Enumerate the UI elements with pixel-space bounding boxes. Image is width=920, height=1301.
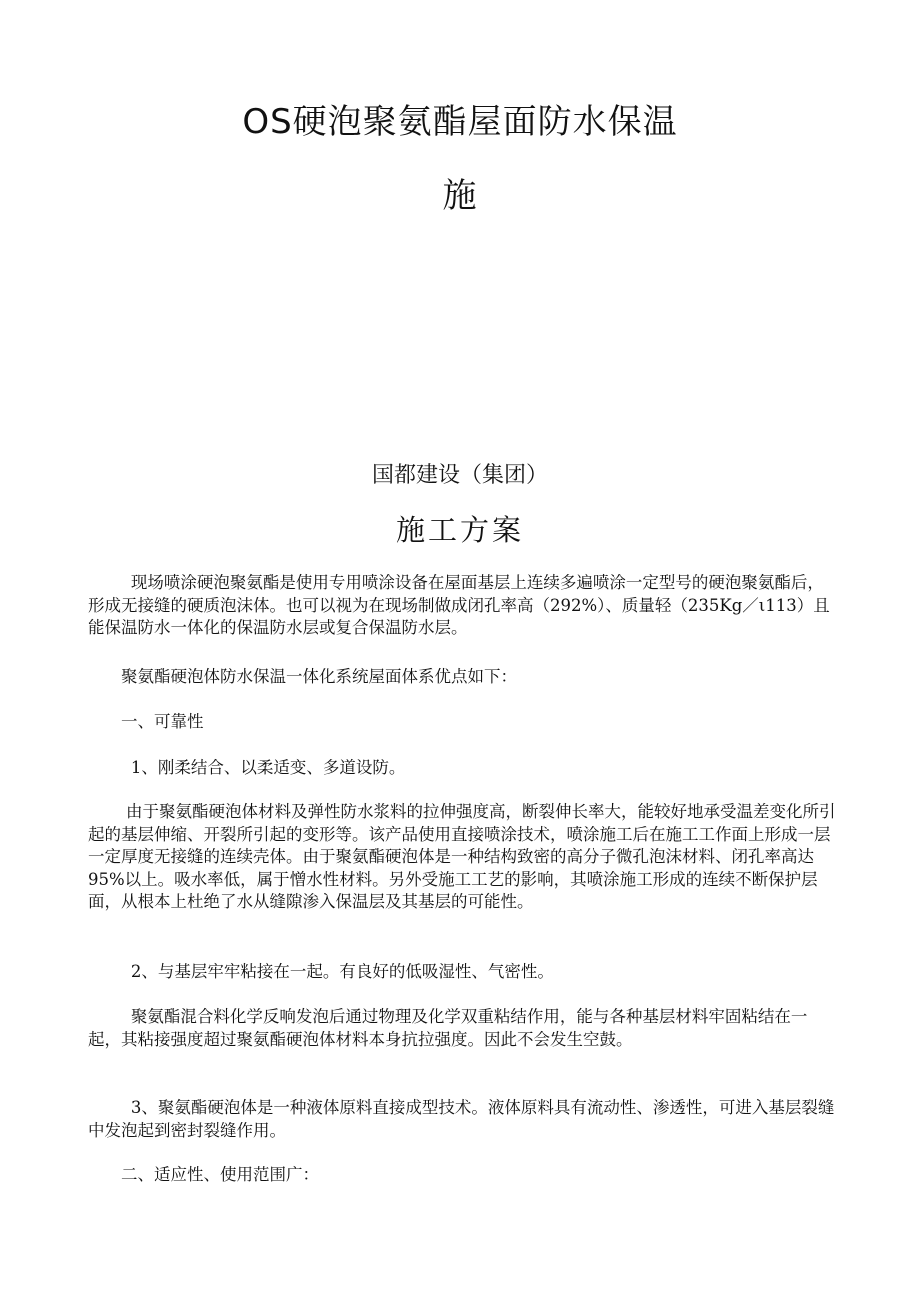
section-two-heading: 二、适应性、使用范围广：: [121, 1165, 319, 1184]
document-title-line-2: 施: [442, 176, 478, 216]
section-one-heading: 一、可靠性: [121, 712, 204, 731]
advantages-intro: 聚氨酯硬泡体防水保温一体化系统屋面体系优点如下：: [121, 667, 517, 686]
item-three-body: 3、聚氨酯硬泡体是一种液体原料直接成型技术。液体原料具有流动性、渗透性，可进入基层裂缝中发泡起到密封裂缝作用。: [88, 1098, 835, 1140]
intro-paragraph: 现场喷涂硬泡聚氨酯是使用专用喷涂设备在屋面基层上连续多遍喷涂一定型号的硬泡聚氨酯后，形成无接缝的硬质泡沫体。也可以视为在现场制做成闭孔率高（292%）、质量轻（235Kg／ι113）且能保温防水一体化的保温防水层或复合保温防水层。: [88, 573, 830, 637]
item-one-heading: 1、刚柔结合、以柔适变、多道设防。: [130, 758, 406, 777]
item-one-body: 由于聚氨酯硬泡体材料及弹性防水浆料的拉伸强度高，断裂伸长率大，能较好地承受温差变化所引起的基层伸缩、开裂所引起的变形等。该产品使用直接喷涂技术，喷涂施工后在施工工作面上形成一层一定厚度无接缝的连续壳体。由于聚氨酯硬泡体是一种结构致密的高分子微孔泡沫材料、闭孔率高达95%以上。吸水率低，属于憎水性材料。另外受施工工艺的影响，其喷涂施工形成的连续不断保护层面，从根本上杜绝了水从缝隙渗入保温层及其基层的可能性。: [88, 802, 836, 911]
item-two-heading: 2、与基层牢牢粘接在一起。有良好的低吸湿性、气密性。: [130, 962, 554, 981]
item-two-body: 聚氨酯混合料化学反响发泡后通过物理及化学双重粘结作用，能与各种基层材料牢固粘结在一起，其粘接强度超过聚氨酯硬泡体材料本身抗拉强度。因此不会发生空鼓。: [88, 1007, 808, 1049]
organization-name: 国都建设（集团）: [371, 463, 548, 488]
document-type: 施工方案: [395, 513, 524, 547]
document-title-line-1: OS硬泡聚氨酯屋面防水保温: [242, 102, 678, 142]
